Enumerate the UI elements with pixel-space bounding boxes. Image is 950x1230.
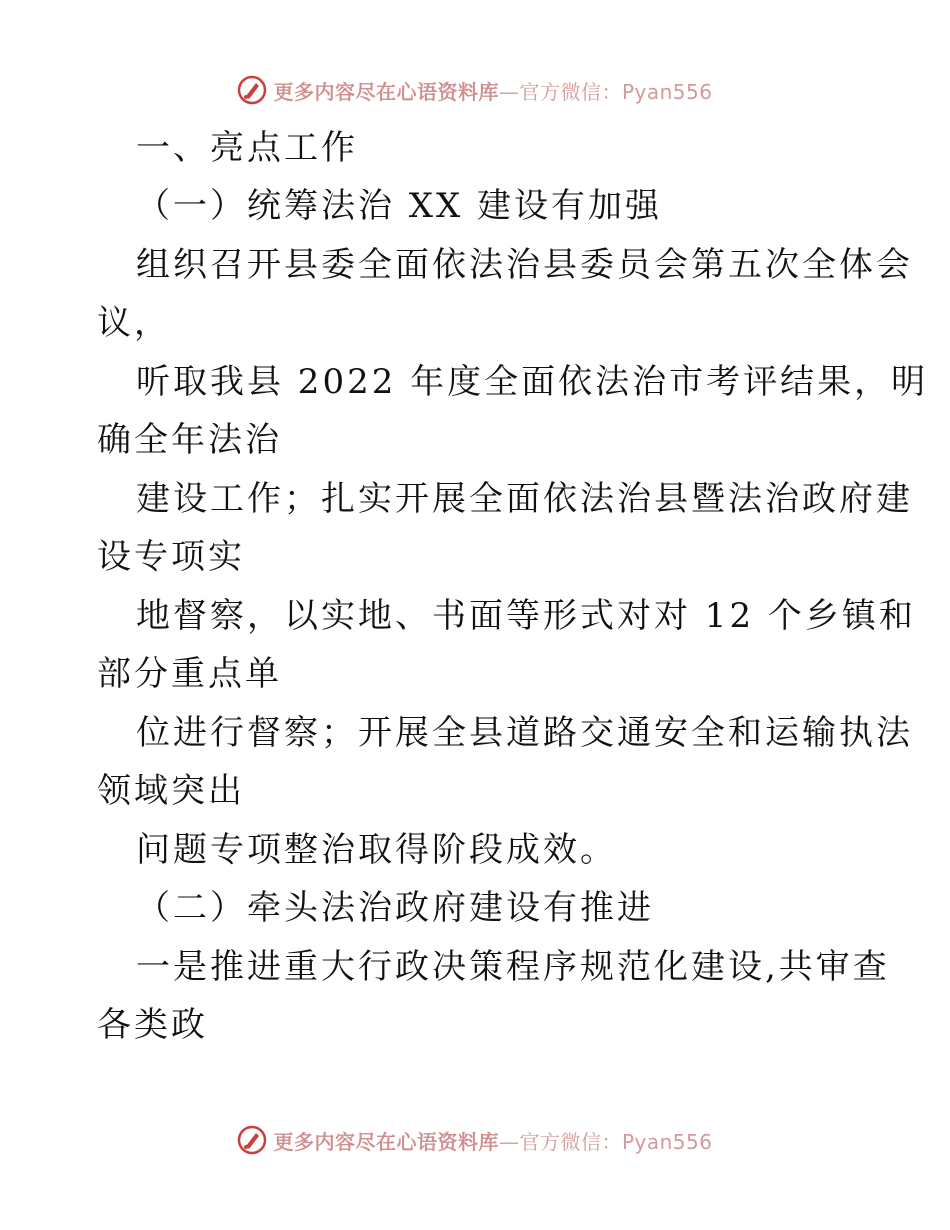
paragraph-line: 确全年法治 [97, 420, 282, 460]
paragraph-line: 部分重点单 [97, 654, 282, 694]
paragraph-line: 听取我县 2022 年度全面依法治市考评结果，明 [136, 362, 929, 402]
watermark-text [273, 1126, 712, 1155]
watermark-separator: — [498, 1129, 520, 1154]
pen-logo-icon [237, 75, 267, 105]
watermark-separator: — [498, 79, 520, 104]
watermark-header [0, 72, 950, 108]
paragraph-line: 各类政 [97, 1005, 208, 1045]
watermark-text [273, 76, 712, 105]
paragraph-line: 领域突出 [97, 771, 245, 811]
paragraph-line: 地督察，以实地、书面等形式对对 12 个乡镇和 [136, 596, 916, 636]
watermark-main: 更多内容尽在心语资料库 [273, 79, 499, 104]
paragraph-line: 位进行督察；开展全县道路交通安全和运输执法 [136, 713, 913, 753]
paragraph-line: 一是推进重大行政决策程序规范化建设,共审查 [136, 947, 890, 987]
paragraph-line: 建设工作；扎实开展全面依法治县暨法治政府建 [136, 479, 913, 519]
paragraph-line: 问题专项整治取得阶段成效。 [136, 830, 617, 870]
watermark-main: 更多内容尽在心语资料库 [273, 1129, 499, 1154]
paragraph-line: 议， [97, 303, 171, 343]
watermark-contact: 官方微信：Pyan556 [519, 1129, 713, 1154]
paragraph-line: 设专项实 [97, 537, 245, 577]
subsection-title-2: （二）牵头法治政府建设有推进 [136, 888, 654, 928]
section-heading: 一、亮点工作 [136, 128, 358, 168]
pen-logo-icon [237, 1125, 267, 1155]
subsection-title-1: （一）统筹法治 XX 建设有加强 [136, 186, 663, 226]
watermark-footer [0, 1122, 950, 1158]
watermark-contact: 官方微信：Pyan556 [519, 79, 713, 104]
paragraph-line: 组织召开县委全面依法治县委员会第五次全体会 [136, 245, 913, 285]
